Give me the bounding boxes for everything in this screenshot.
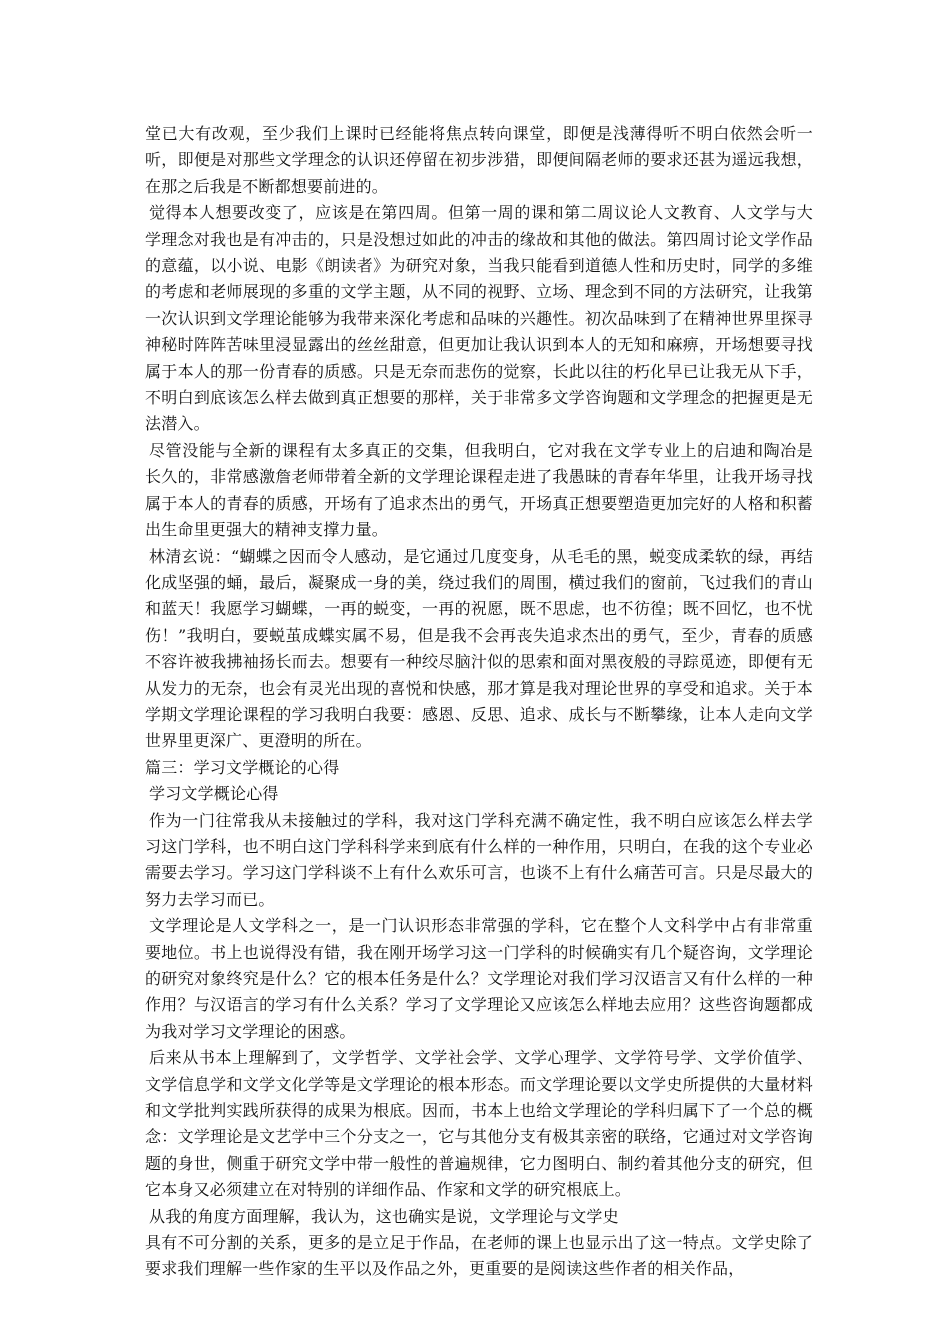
paragraph-9: 具有不可分割的关系，更多的是立足于作品，在老师的课上也显示出了这一特点。文学史除了要求我们理解一些作家的生平以及作品之外，更重要的是阅读这些作者的相关作品， — [145, 1233, 813, 1279]
paragraph-3: 尽管没能与全新的课程有太多真正的交集，但我明白，它对我在文学专业上的启迪和陶冶是长久的，非常感激詹老师带着全新的文学理论课程走进了我愚昧的青春年华里，让我开场寻找属于本人的青春的质感，开场有了追求杰出的勇气，开场真正想要塑造更加完好的人格和积蓄出生命里更强大的精神支撑力量。 — [145, 440, 813, 540]
paragraph-6: 文学理论是人文学科之一，是一门认识形态非常强的学科，它在整个人文科学中占有非常重要地位。书上也说得没有错，我在刚开场学习这一门学科的时候确实有几个疑咨询，文学理论的研究对象终究是什么？它的根本任务是什么？文学理论对我们学习汉语言又有什么样的一种作用？与汉语言的学习有什么关系？学习了文学理论又应该怎么样地去应用？这些咨询题都成为我对学习文学理论的困惑。 — [145, 916, 813, 1041]
paragraph-7: 后来从书本上理解到了，文学哲学、文学社会学、文学心理学、文学符号学、文学价值学、文学信息学和文学文化学等是文学理论的根本形态。而文学理论要以文学史所提供的大量材料和文学批判实践所获得的成果为根底。因而，书本上也给文学理论的学科归属下了一个总的概念：文学理论是文艺学中三个分支之一，它与其他分支有极其亲密的联络，它通过对文学咨询题的身世，侧重于研究文学中带一般性的普遍规律，它力图明白、制约着其他分支的研究，但它本身又必须建立在对特别的详细作品、作家和文学的研究根底上。 — [145, 1048, 813, 1200]
paragraph-2: 觉得本人想要改变了，应该是在第四周。但第一周的课和第二周议论人文教育、人文学与大学理念对我也是有冲击的，只是没想过如此的冲击的缘故和其他的做法。第四周讨论文学作品的意蕴，以小说、电影《朗读者》为研究对象，当我只能看到道德人性和历史时，同学的多维的考虑和老师展现的多重的文学主题，从不同的视野、立场、理念到不同的方法研究，让我第一次认识到文学理论能够为我带来深化考虑和品味的兴趣性。初次品味到了在精神世界里探寻神秘时阵阵苦味里浸显露出的丝丝甜意，但更加让我认识到本人的无知和麻痹，开场想要寻找属于本人的那一份青春的质感。只是无奈而悲伤的觉察，长此以往的朽化早已让我无从下手，不明白到底该怎么样去做到真正想要的那样，关于非常多文学咨询题和文学理念的把握更是无法潜入。 — [145, 203, 813, 434]
section-subtitle: 学习文学概论心得 — [149, 784, 279, 804]
paragraph-8: 从我的角度方面理解，我认为，这也确实是说，文学理论与文学史 — [149, 1206, 619, 1226]
paragraph-4: 林清玄说：“蝴蝶之因而令人感动，是它通过几度变身，从毛毛的黑，蜕变成柔软的绿，再结化成坚强的蛹，最后，凝聚成一身的美，绕过我们的周围，横过我们的窗前，飞过我们的青山和蓝天！我愿学习蝴蝶，一再的蜕变，一再的祝愿，既不思虑，也不彷徨；既不回忆，也不忧伤！”我明白，要蜕茧成蝶实属不易，但是我不会再丧失追求杰出的勇气，至少，青春的质感不容许被我拂袖扬长而去。想要有一种绞尽脑汁似的思索和面对黑夜般的寻踪觅迹，即便有无从发力的无奈，也会有灵光出现的喜悦和快感，那才算是我对理论世界的享受和追求。关于本学期文学理论课程的学习我明白我要：感恩、反思、追求、成长与不断攀缘，让本人走向文学世界里更深广、更澄明的所在。 — [145, 546, 813, 751]
paragraph-1: 堂已大有改观，至少我们上课时已经能将焦点转向课堂，即便是浅薄得听不明白依然会听一听，即便是对那些文学理念的认识还停留在初步涉猎，即便间隔老师的要求还甚为遥远我想，在那之后我是不断都想要前进的。 — [145, 124, 813, 196]
section-heading: 篇三：学习文学概论的心得 — [145, 757, 340, 777]
document-body — [145, 121, 813, 1283]
paragraph-5: 作为一门往常我从未接触过的学科，我对这门学科充满不确定性，我不明白应该怎么样去学习这门学科，也不明白这门学科科学来到底有什么样的一种作用，只明白，在我的这个专业必需要去学习。学习这门学科谈不上有什么欢乐可言，也谈不上有什么痛苦可言。只是尽最大的努力去学习而已。 — [145, 810, 813, 909]
